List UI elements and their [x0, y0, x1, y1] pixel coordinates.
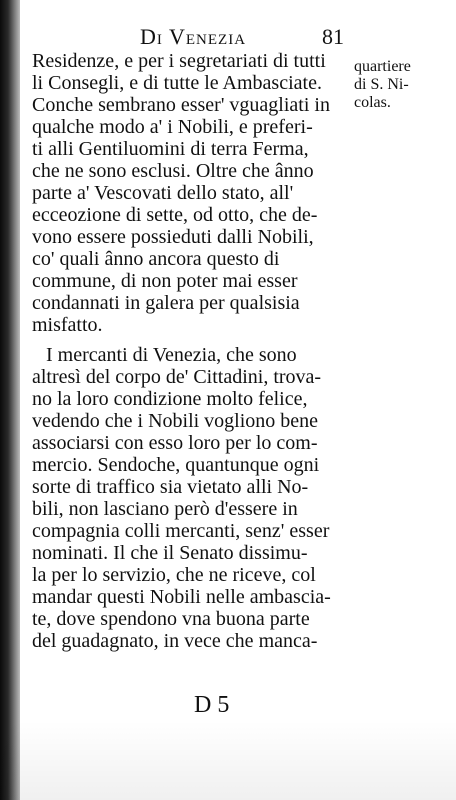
text-line: parte a' Vescovati dello stato, all': [32, 182, 294, 204]
text-line: compagnia colli mercanti, senz' esser: [32, 520, 330, 542]
text-line: te, dove spendono vna buona parte: [32, 608, 310, 630]
text-line: che ne sono esclusi. Oltre che ânno: [32, 160, 314, 182]
text-line: mandar questi Nobili nelle ambascia-: [32, 586, 331, 608]
text-line: vedendo che i Nobili vogliono bene: [32, 410, 319, 432]
text-line: li Consegli, e di tutte le Ambasciate.: [32, 72, 322, 94]
text-line: mercio. Sendoche, quantunque ogni: [32, 454, 320, 476]
margin-note-line: colas.: [354, 94, 391, 111]
text-line: sorte di traffico sia vietato alli No-: [32, 476, 309, 498]
text-line: del guadagnato, in vece che manca-: [32, 630, 318, 652]
text-line: no la loro condizione molto felice,: [32, 388, 308, 410]
running-head: Di Venezia: [140, 24, 247, 49]
text-line: qualche modo a' i Nobili, e preferi-: [32, 116, 313, 138]
margin-note-line: di S. Ni-: [354, 76, 409, 93]
paragraph-gap: [32, 336, 362, 344]
text-line: associarsi con esso loro per lo com-: [32, 432, 318, 454]
margin-note: [354, 58, 450, 112]
text-line: Conche sembrano esser' vguagliati in: [32, 94, 330, 116]
page-header: [60, 20, 360, 50]
page-number: 81: [322, 24, 344, 49]
text-line: altresì del corpo de' Cittadini, trova-: [32, 366, 322, 388]
text-line: commune, di non poter mai esser: [32, 270, 298, 292]
page-gutter-shadow: [0, 0, 20, 800]
text-line: bili, non lasciano però d'essere in: [32, 498, 298, 520]
signature-mark: D 5: [194, 692, 230, 718]
text-line: nominati. Il che il Senato dissimu-: [32, 542, 308, 564]
text-line: vono essere possieduti dalli Nobili,: [32, 226, 314, 248]
text-line: Residenze, e per i segretariati di tutti: [32, 50, 326, 72]
text-line: co' quali ânno ancora questo di: [32, 248, 280, 270]
page-bottom-shade: [0, 720, 456, 800]
text-line: misfatto.: [32, 314, 103, 336]
text-line: ti alli Gentiluomini di terra Ferma,: [32, 138, 309, 160]
text-line: la per lo servizio, che ne riceve, col: [32, 564, 316, 586]
text-line: condannati in galera per qualsisia: [32, 292, 300, 314]
body-text: [32, 50, 362, 652]
text-line: ecceozione di sette, od otto, che de-: [32, 204, 318, 226]
margin-note-line: quartiere: [354, 58, 411, 75]
text-line: I mercanti di Venezia, che sono: [46, 344, 297, 366]
